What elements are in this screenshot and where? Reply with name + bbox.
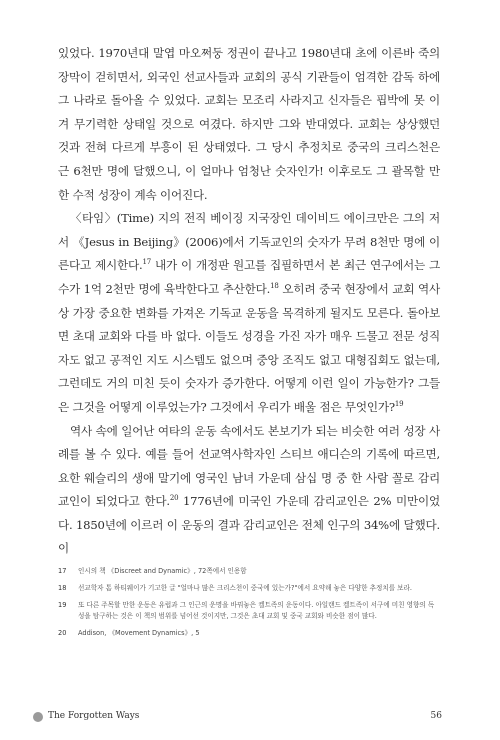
page-number: 56 [430,711,442,721]
paragraph-2 [58,207,440,419]
paragraph-2-part-b: 내가 이 개정판 원고를 집필하면서 본 최근 연구에서는 그 수가 1억 2천만 명에 육박한다고 추산한다. [58,258,440,296]
footnote-ref-17[interactable]: 17 [142,258,151,267]
footnote-20 [58,628,440,639]
footnote-text: 선교학자 톰 하티웨이가 기고한 글 "얼마나 많은 크리스천이 중국에 있는가?"에서 요약해 놓은 다양한 추정치를 보라. [78,584,413,592]
footnote-19 [58,600,440,622]
footnote-number: 17 [58,567,67,575]
footnote-text: 인시의 책 《Discreet and Dynamic》, 72쪽에서 인용함 [78,567,247,575]
footnote-17 [58,566,440,577]
running-title: The Forgotten Ways [48,711,140,721]
footnote-18 [58,583,440,594]
footnote-number: 19 [58,601,67,609]
circle-bullet-icon [33,712,43,722]
paragraph-2-part-c: 오히려 중국 현장에서 교회 역사상 가장 중요한 변화를 가져온 기독교 운동을 목격하게 될지도 모른다. 돌아보면 초대 교회와 다를 바 없다. 이들도 성경을 가진 자가 매우 드물고 전문 성직자도 없고 공적인 지도 시스템도 없으며 중앙 조직도 없고 대형집회도 없는데, 그런데도 거의 미친 듯이 숫자가 증가한다. 어떻게 이런 일이 가능한가? 그들은 그것을 어떻게 이루었는가? 그것에서 우리가 배울 점은 무엇인가? [58,281,441,414]
paragraph-1: 있었다. 1970년대 말엽 마오쩌둥 정권이 끝나고 1980년대 초에 이른바 죽의 장막이 걷히면서, 외국인 선교사들과 교회의 공식 기관들이 엄격한 감독 하에 그 나라로 돌아올 수 있었다. 교회는 모조리 사라지고 신자들은 핍박에 못 이겨 무기력한 상태일 것으로 여겼다. 하지만 그와 반대였다. 교회는 상상했던 것과 전혀 다르게 부흥이 된 상태였다. 그 당시 추정치로 중국의 크리스천은 근 6천만 명에 달했으니, 이 얼마나 엄청난 숫자인가! 이후로도 그 괄목할 만한 수적 성장이 계속 이어진다. [58,46,440,202]
footnote-ref-20[interactable]: 20 [169,494,179,503]
footnotes [58,566,440,645]
main-text [58,42,440,561]
footnote-ref-18[interactable]: 18 [270,282,279,291]
paragraph-3-part-a: 역사 속에 일어난 여타의 운동 속에서도 본보기가 되는 비슷한 여러 성장 사례를 볼 수 있다. 예를 들어 선교역사학자인 스티브 애디슨의 기록에 따르면, 요한 웨슬리의 생애 말기에 영국인 남녀 가운데 삼십 명 중 한 사람 꼴로 감리교인이 되었다고 한다. [58,423,440,509]
footnote-text: 또 다른 주목할 만한 운동은 유럽과 그 인근의 운명을 바꿔놓은 켈트족의 운동이다. 아일랜드 켈트족이 서구에 미친 영향의 독성을 탐구하는 것은 이 책의 범위를 넘어선 것이지만, 그것은 초대 교회 및 중국 교회와 비슷한 점이 많다. [78,601,435,620]
paragraph-2-part-a: 〈타임〉(Time) 지의 전직 베이징 지국장인 데이비드 에이크만은 그의 저서 《Jesus in Beijing》(2006)에서 기독교인의 숫자가 무려 8천만 명에 이른다고 제시한다. [58,211,440,273]
paragraph-3 [58,420,440,562]
paragraph-3-part-b: 1776년에 미국인 가운데 감리교인은 2% 미만이었다. 1850년에 이르러 이 운동의 결과 감리교인은 전체 인구의 34%에 달했다. 이 [58,494,440,556]
footnote-number: 20 [58,629,67,637]
footnote-ref-19[interactable]: 19 [394,400,404,409]
footnote-text: Addison, 《Movement Dynamics》, 5 [78,629,200,637]
footnote-number: 18 [58,584,67,592]
page-footer [0,708,500,728]
